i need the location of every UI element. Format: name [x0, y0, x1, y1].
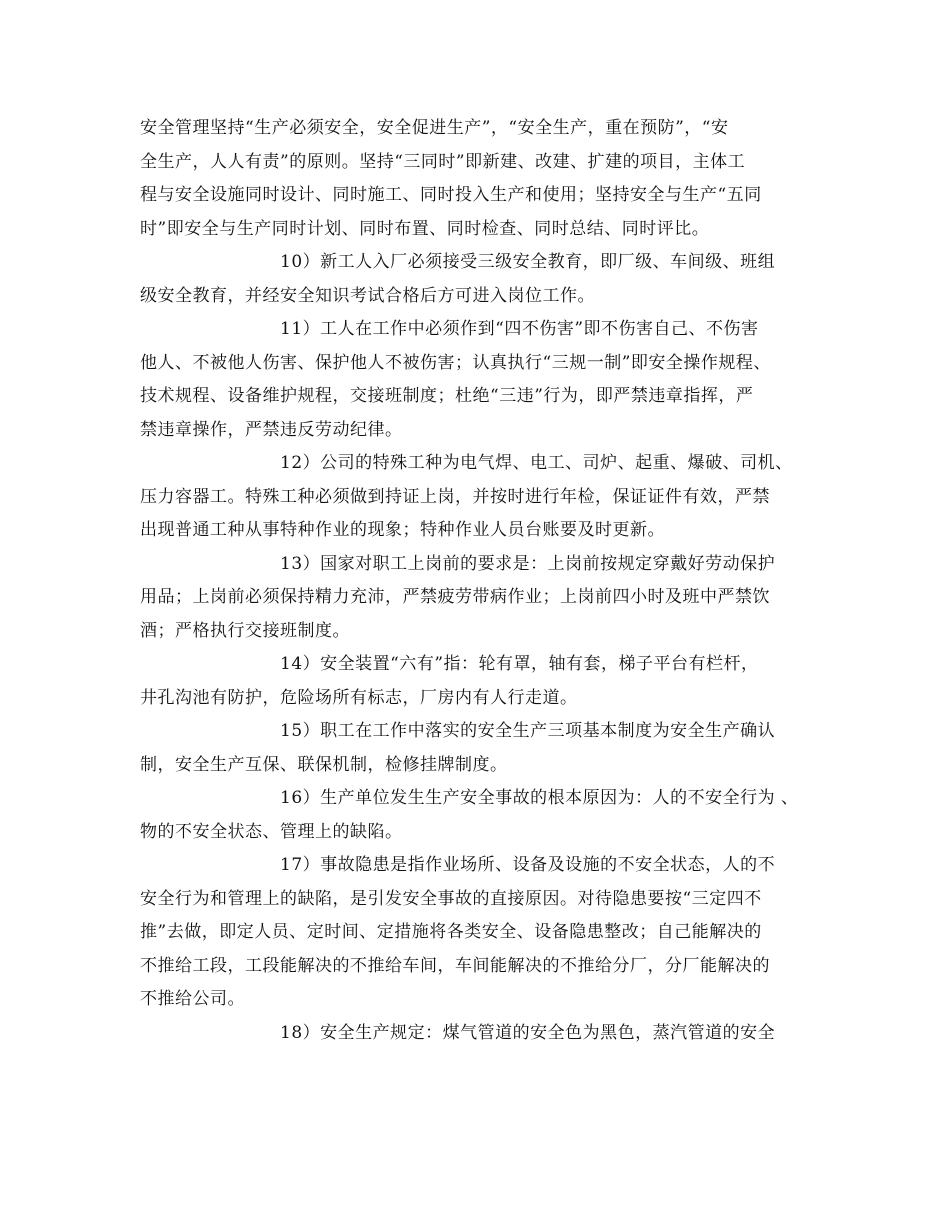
text-line: 级安全教育，并经安全知识考试合格后方可进入岗位工作。 [140, 285, 595, 306]
text-line: 安全行为和管理上的缺陷，是引发安全事故的直接原因。对待隐患要按“三定四不 [140, 888, 762, 909]
text-line: 全生产，人人有责”的原则。坚持“三同时”即新建、改建、扩建的项目，主体工 [140, 151, 746, 172]
text-line: 井孔沟池有防护，危险场所有标志，厂房内有人行走道。 [140, 687, 578, 708]
text-line: 不推给公司。 [140, 989, 245, 1009]
text-line: 酒；严格执行交接班制度。 [140, 620, 350, 641]
text-line: 推”去做，即定人员、定时间、定措施将各类安全、设备隐患整改；自己能解决的 [140, 922, 762, 942]
text-line: 技术规程、设备维护规程，交接班制度；杜绝“三违”行为，即严禁违章指挥，严 [140, 386, 754, 406]
text-line: 压力容器工。特殊工种必须做到持证上岗，并按时进行年检，保证证件有效，严禁 [140, 486, 770, 507]
paragraph-start-line: 14）安全装置“六有”指：轮有罩，轴有套，梯子平台有栏杆， [280, 654, 759, 674]
text-line: 安全管理坚持“生产必须安全，安全促进生产”，“安全生产，重在预防”，“安 [140, 118, 729, 138]
text-line: 物的不安全状态、管理上的缺陷。 [140, 821, 403, 842]
paragraph-start-line: 10）新工人入厂必须接受三级安全教育，即厂级、车间级、班组 [280, 252, 776, 272]
paragraph-start-line: 13）国家对职工上岗前的要求是：上岗前按规定穿戴好劳动保护 [280, 553, 776, 574]
paragraph-start-line: 18）安全生产规定：煤气管道的安全色为黑色，蒸汽管道的安全 [280, 1022, 776, 1043]
paragraph-start-line: 17）事故隐患是指作业场所、设备及设施的不安全状态，人的不 [280, 855, 776, 875]
paragraph-start-line: 16）生产单位发生生产安全事故的根本原因为：人的不安全行为 、 [280, 788, 799, 808]
paragraph-start-line: 15）职工在工作中落实的安全生产三项基本制度为安全生产确认 [280, 721, 776, 741]
paragraph-start-line: 11）工人在工作中必须作到“四不伤害”即不伤害自己、不伤害 [280, 319, 759, 339]
text-line: 用品；上岗前必须保持精力充沛，严禁疲劳带病作业；上岗前四小时及班中严禁饮 [140, 587, 770, 607]
text-line: 禁违章操作，严禁违反劳动纪律。 [140, 419, 403, 440]
text-line: 时”即安全与生产同时计划、同时布置、同时检查、同时总结、同时评比。 [140, 218, 710, 239]
text-line: 程与安全设施同时设计、同时施工、同时投入生产和使用；坚持安全与生产“五同 [140, 185, 762, 205]
text-line: 出现普通工种从事特种作业的现象；特种作业人员台账要及时更新。 [140, 520, 665, 540]
text-line: 他人、不被他人伤害、保护他人不被伤害；认真执行“三规一制”即安全操作规程、 [140, 352, 771, 373]
text-line: 制，安全生产互保、联保机制，检修挂牌制度。 [140, 754, 508, 775]
document-body [140, 112, 812, 1050]
paragraph-start-line: 12）公司的特殊工种为电气焊、电工、司炉、起重、爆破、司机、 [280, 453, 793, 473]
text-line: 不推给工段，工段能解决的不推给车间，车间能解决的不推给分厂，分厂能解决的 [140, 955, 770, 976]
